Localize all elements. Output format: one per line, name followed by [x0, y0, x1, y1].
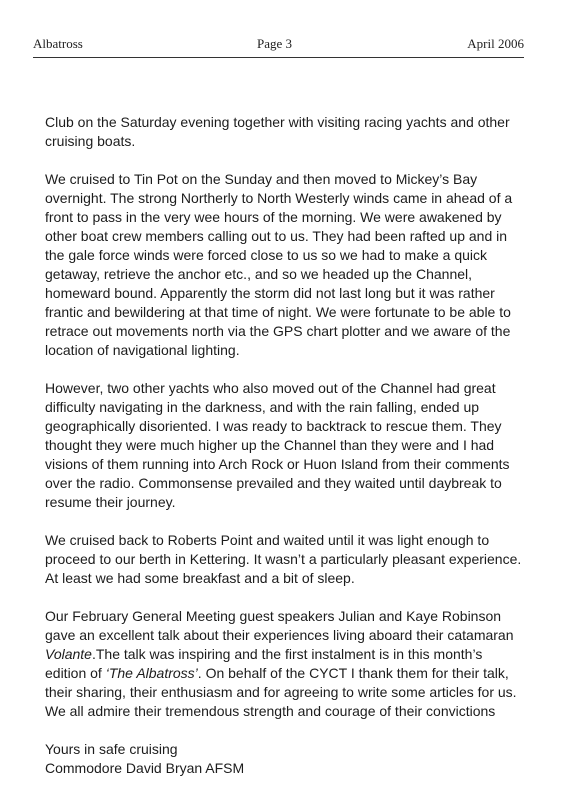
- paragraph-5: [45, 607, 525, 721]
- header-divider: [33, 57, 524, 58]
- paragraph-5-text-c: . On behalf of the CYCT I thank them for their talk, their sharing, their enthusiasm and for agreeing to write some articles for us. We all admire their tremendous strength and courage of their convictions: [45, 665, 517, 719]
- signature: Commodore David Bryan AFSM: [45, 760, 245, 776]
- paragraph-4: We cruised back to Roberts Point and waited until it was light enough to proceed to our berth in Kettering. It wasn’t a particularly pleasant experience. At least we had some breakfast and a bit of sleep.: [45, 532, 522, 586]
- paragraph-2: We cruised to Tin Pot on the Sunday and then moved to Mickey’s Bay overnight. The strong Northerly to North Westerly winds came in ahead of a front to pass in the very wee hours of the morning. We were awakened by other boat crew members calling out to us. They had been rafted up and in the gale force winds were forced close to us so we had to make a quick getaway, retrieve the anchor etc., and so we headed up the Channel, homeward bound. Apparently the storm did not last long but it was rather frantic and bewildering at that time of night. We were fortunate to be able to retrace out movements north via the GPS chart plotter and we aware of the location of navigational lighting.: [45, 171, 513, 358]
- article-body: [45, 113, 525, 778]
- page-number: Page 3: [257, 36, 293, 51]
- paragraph-5-text-a: Our February General Meeting guest speakers Julian and Kaye Robinson gave an excellent talk about their experiences living aboard their catamaran: [45, 608, 514, 643]
- paragraph-3: However, two other yachts who also moved out of the Channel had great difficulty navigating in the darkness, and with the rain falling, ended up geographically disoriented. I was ready to backtrack to rescue them. They thought they were much higher up the Channel than they were and I had visions of them running into Arch Rock or Huon Island from their comments over the radio. Commonsense prevailed and they waited until daybreak to resume their journey.: [45, 380, 510, 510]
- publication-name: Albatross: [33, 36, 83, 51]
- paragraph-5-text-b: .The talk was inspiring and the first instalment is in this month’s edition of: [45, 646, 483, 681]
- page-header: [33, 36, 524, 58]
- magazine-title: ‘The Albatross’: [105, 665, 198, 681]
- signoff: Yours in safe cruising: [45, 741, 178, 757]
- issue-date: April 2006: [467, 36, 524, 51]
- paragraph-1: Club on the Saturday evening together with visiting racing yachts and other cruising boats.: [45, 114, 510, 149]
- boat-name: Volante: [45, 646, 92, 662]
